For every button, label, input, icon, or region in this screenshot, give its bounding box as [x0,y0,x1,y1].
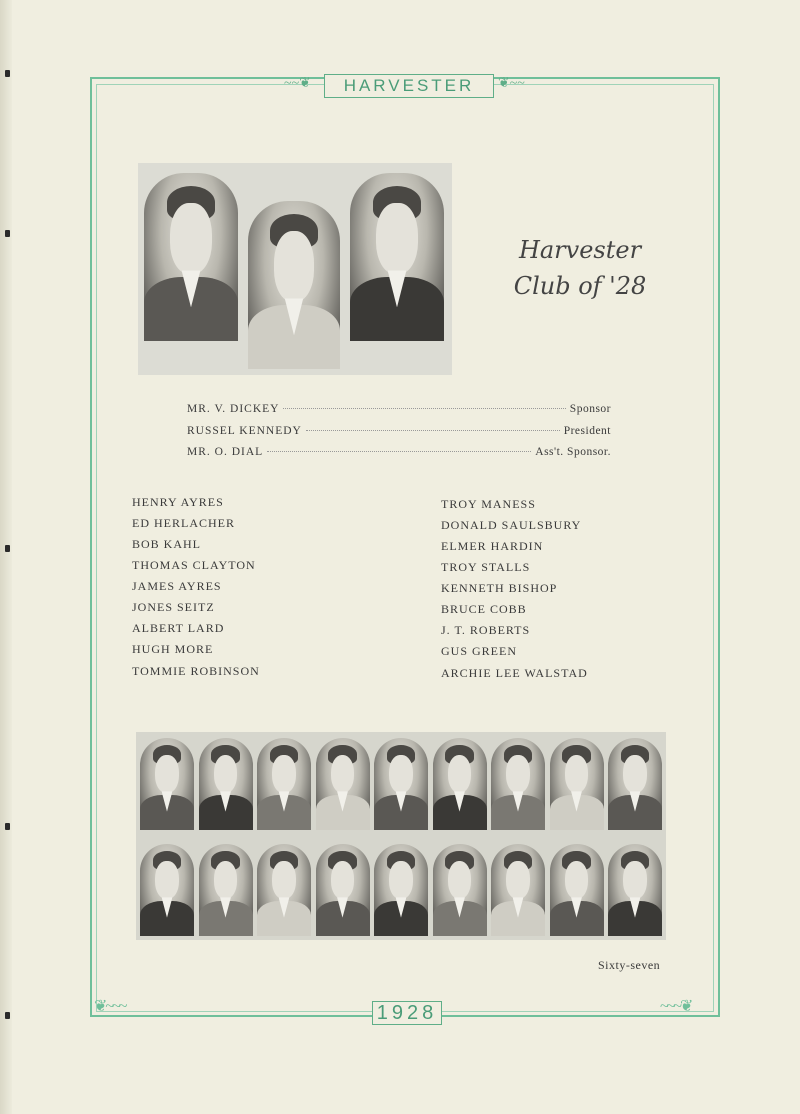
member-portrait [550,738,604,830]
member-portrait [433,844,487,936]
member-portrait [491,738,545,830]
member-name: THOMAS CLAYTON [132,558,256,572]
scroll-ornament-left-icon: ~~❦ [284,76,311,91]
binding-hole [5,545,10,552]
member-name: JAMES AYRES [132,579,222,593]
scroll-ornament-right-icon: ❦~~ [498,76,525,91]
club-title [470,232,690,304]
member-portrait [550,844,604,936]
member-portrait [374,844,428,936]
member-portrait [199,844,253,936]
member-portrait [257,844,311,936]
member-portrait [316,844,370,936]
officer-portrait [350,173,444,341]
member-portrait [608,738,662,830]
officer-row [187,425,611,441]
member-name: GUS GREEN [441,644,518,658]
binding-hole [5,1012,10,1019]
page-binding-edge [0,0,12,1114]
member-name: J. T. ROBERTS [441,623,531,637]
footer-year: 1928 [372,1001,442,1025]
member-name: TROY STALLS [441,560,531,574]
member-name: HENRY AYRES [132,495,224,509]
officer-role: President [563,425,611,437]
member-portrait [491,844,545,936]
member-portrait [257,738,311,830]
officer-name: RUSSEL KENNEDY [187,425,302,437]
corner-ornament-right-icon: ~~~❦ [660,998,692,1015]
member-name: ELMER HARDIN [441,539,544,553]
member-portrait [199,738,253,830]
club-title-line1: Harvester [518,236,642,264]
member-name: ALBERT LARD [132,621,225,635]
dotted-leader [283,408,565,409]
member-name: BRUCE COBB [441,602,527,616]
member-portrait [140,844,194,936]
member-name: ED HERLACHER [132,516,235,530]
member-name: JONES SEITZ [132,600,215,614]
member-portrait [140,738,194,830]
binding-hole [5,230,10,237]
officer-row [187,403,611,419]
binding-hole [5,823,10,830]
member-name: HUGH MORE [132,642,214,656]
officer-photo-panel [138,163,452,375]
member-portrait [374,738,428,830]
officer-portrait [248,201,340,369]
member-photo-panel [136,732,666,940]
member-name: TROY MANESS [441,497,536,511]
corner-ornament-left-icon: ❦~~~ [94,998,126,1015]
dotted-leader [306,430,560,431]
member-portrait [608,844,662,936]
officer-name: MR. V. DICKEY [187,403,280,415]
club-title-line2: Club of '28 [513,272,647,300]
member-name: TOMMIE ROBINSON [132,664,260,678]
member-portrait [316,738,370,830]
member-name: KENNETH BISHOP [441,581,558,595]
member-name: DONALD SAULSBURY [441,518,582,532]
officer-name: MR. O. DIAL [187,446,264,458]
binding-hole [5,70,10,77]
officer-portrait [144,173,238,341]
officer-role: Ass't. Sponsor. [535,446,611,458]
header-title: HARVESTER [324,74,494,98]
member-portrait [433,738,487,830]
member-name: BOB KAHL [132,537,202,551]
officer-role: Sponsor [569,403,611,415]
member-name: ARCHIE LEE WALSTAD [441,666,588,680]
officer-row [187,446,611,462]
dotted-leader [267,451,531,452]
page-number: Sixty-seven [598,958,661,972]
